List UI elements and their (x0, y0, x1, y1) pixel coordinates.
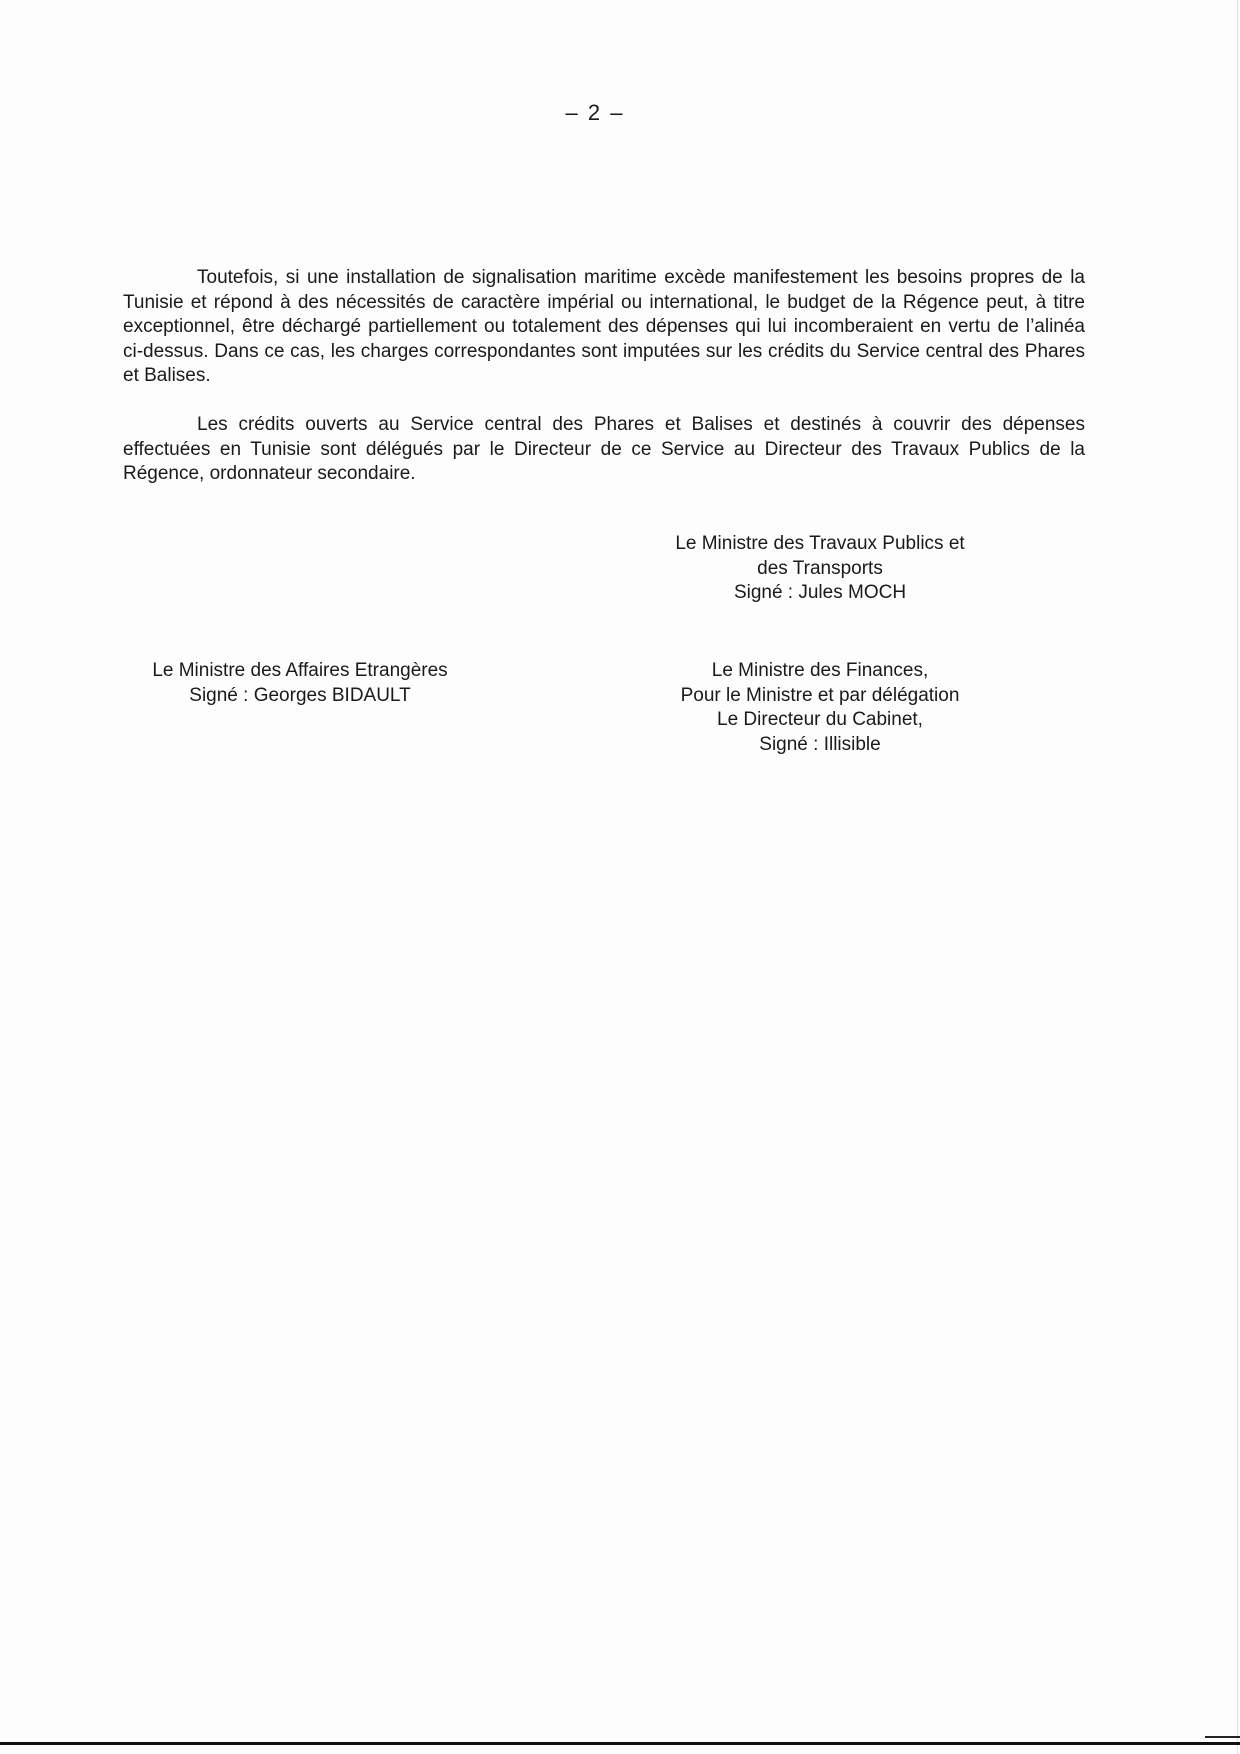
signature-line: Le Ministre des Finances, (711, 660, 929, 681)
signature-line: Le Ministre des Affaires Etrangères (152, 660, 448, 681)
signature-line: Le Directeur du Cabinet, (717, 709, 923, 730)
signature-line: Signé : Georges BIDAULT (189, 684, 411, 706)
signature-line: Signé : Illisible (759, 733, 881, 755)
signature-line: des Transports (757, 557, 883, 579)
paragraph-credits: Les crédits ouverts au Service central des Phares et Balises et destinés à couvrir des dépenses effectuées en Tunisie sont délégués par le Directeur de ce Service au Directeur des Travaux Publics de la Régence, ordonnateur secondaire. (123, 414, 1085, 484)
signature-line: Signé : Jules MOCH (733, 582, 907, 603)
bottom-rule (0, 1742, 1240, 1745)
page-number: – 2 – (565, 100, 625, 125)
signature-travaux-publics (620, 532, 1020, 606)
page-edge (1237, 0, 1238, 1754)
signature-line: Le Ministre des Travaux Publics et (675, 533, 965, 554)
bottom-rule-accent (1205, 1736, 1240, 1738)
paragraph-toutefois: Toutefois, si une installation de signalisation maritime excède manifestement les besoins propres de la Tunisie et répond à des nécessités de caractère impérial ou international, le budget de la Régence peut, à titre exceptionnel, être déchargé partiellement ou totalement des dépenses qui lui incomberaient en vertu de l’alinéa ci-dessus. Dans ce cas, les charges correspondantes sont imputées sur les crédits du Service central des Phares et Balises. (123, 267, 1085, 386)
signature-line: Pour le Ministre et par délégation (680, 684, 960, 706)
signature-affaires-etrangeres (100, 659, 500, 708)
signature-finances (620, 659, 1020, 757)
